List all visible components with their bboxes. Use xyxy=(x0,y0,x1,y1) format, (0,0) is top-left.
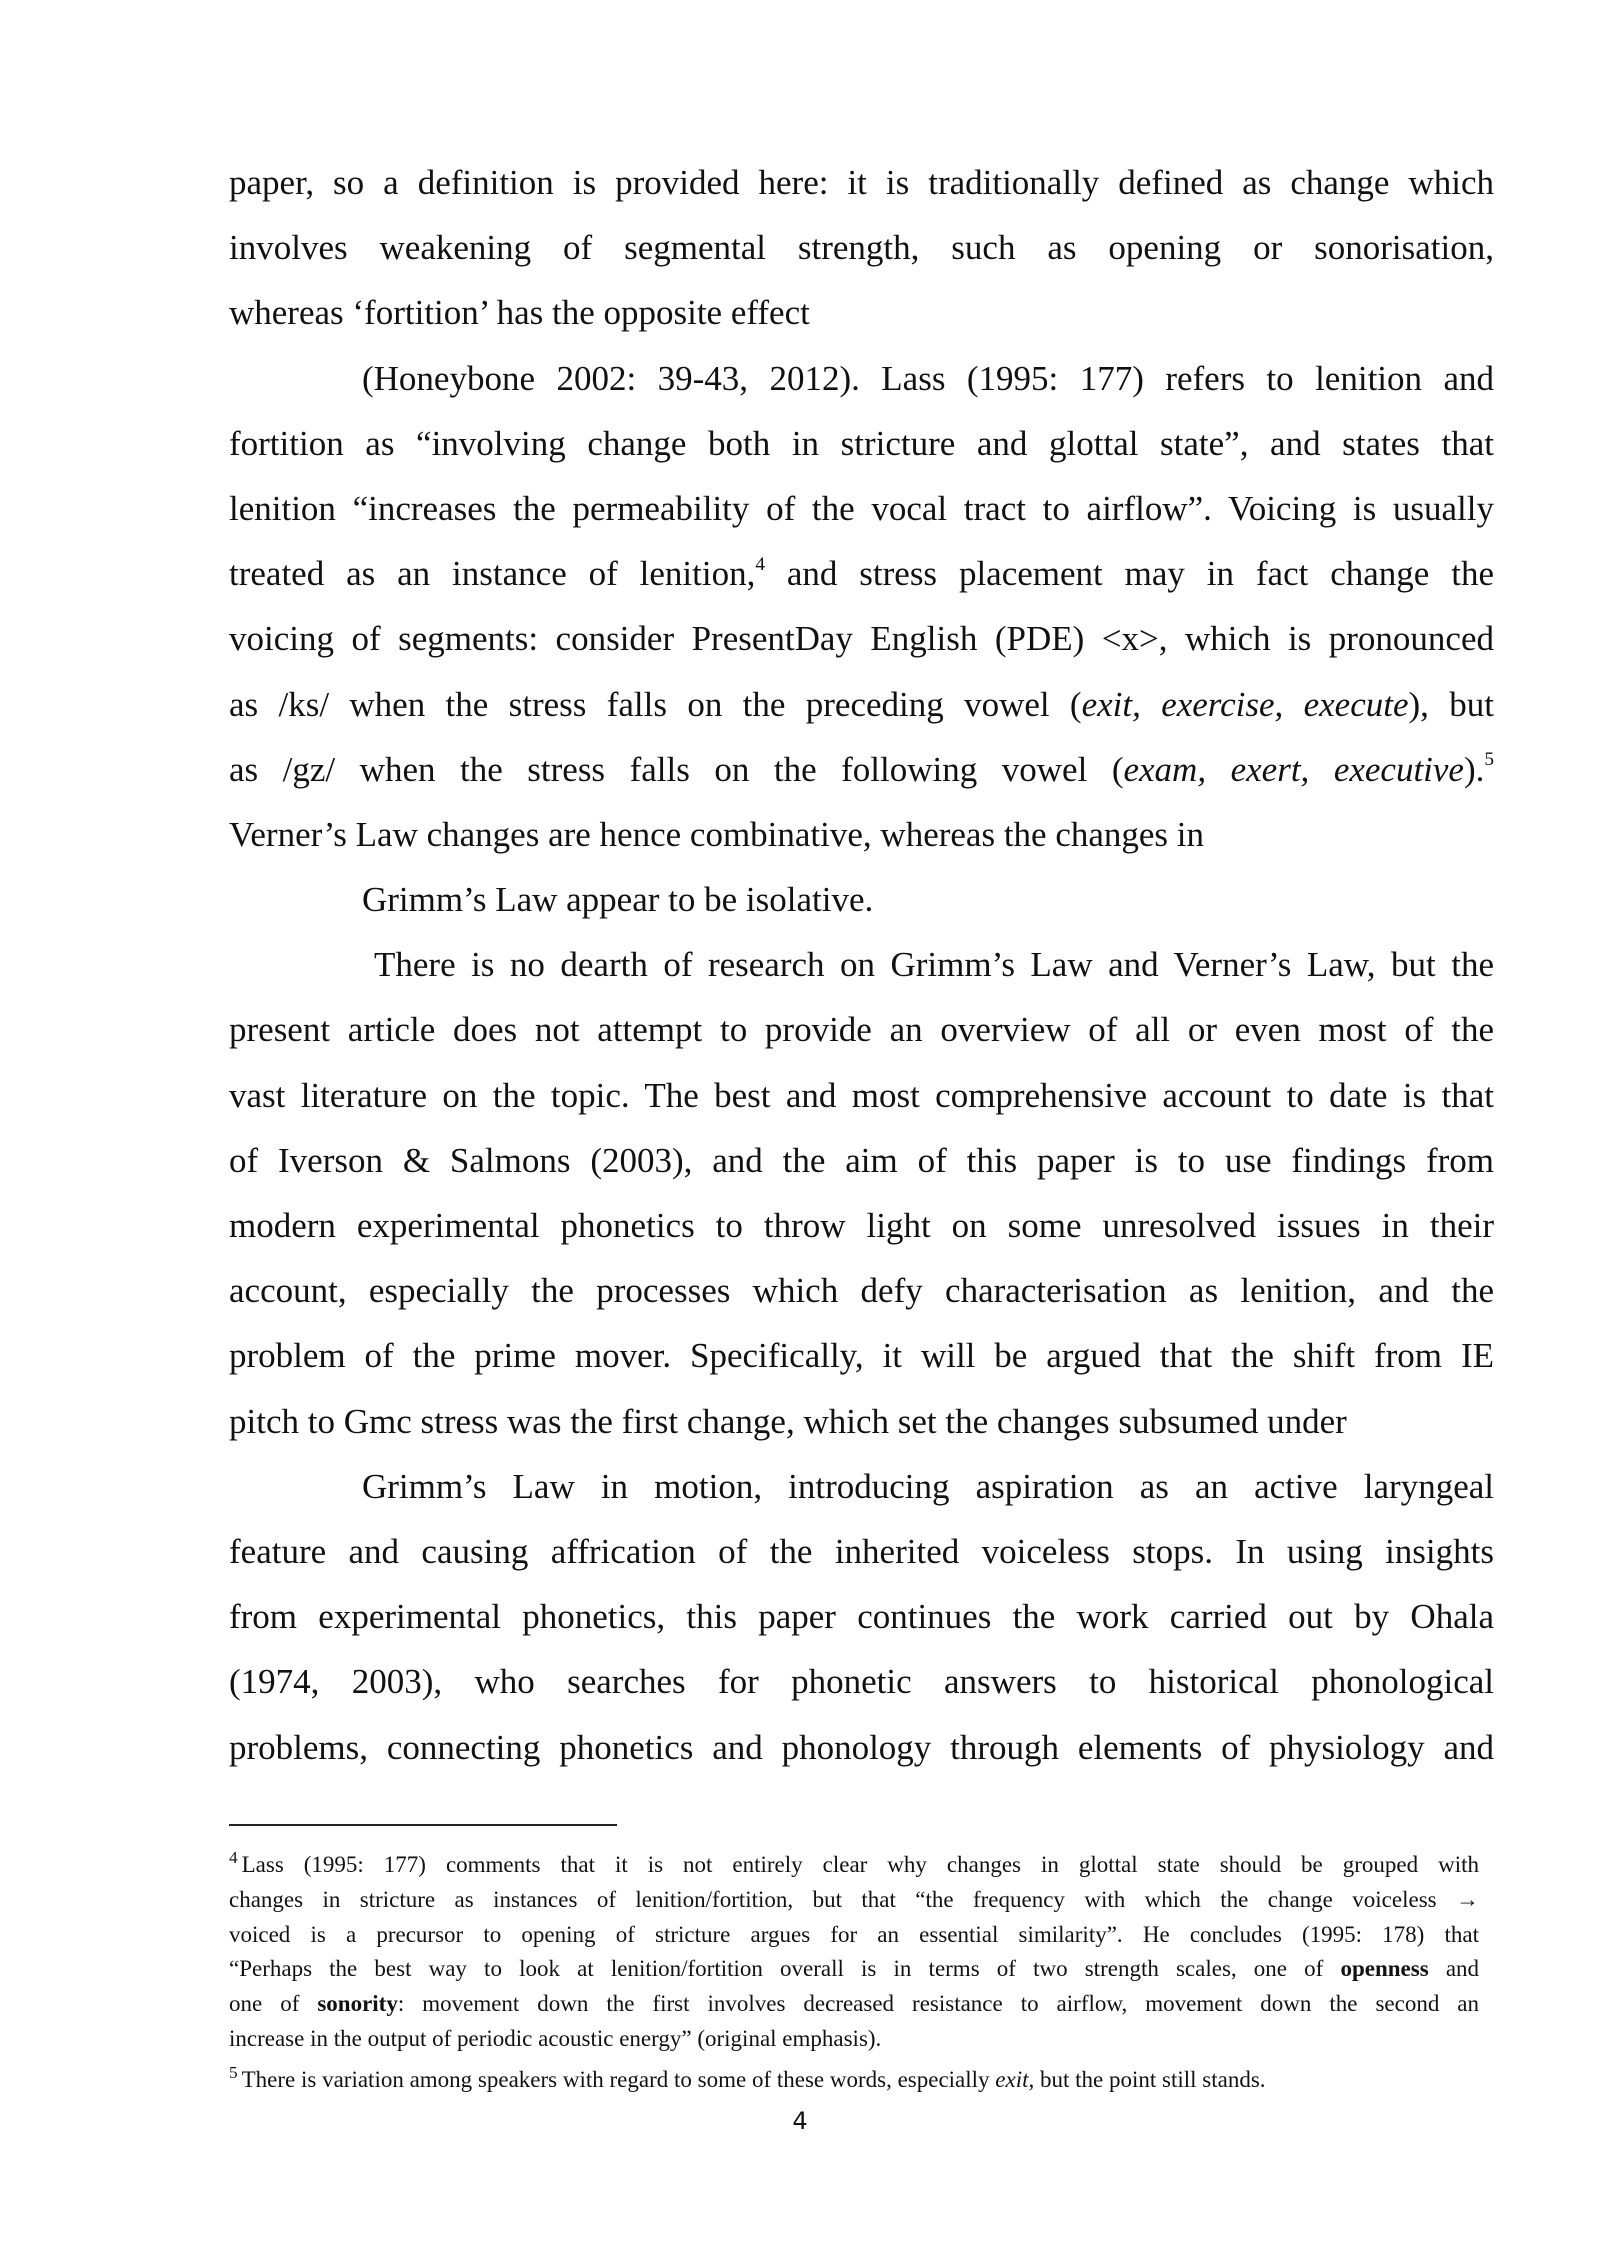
footnote-4 xyxy=(229,1848,1479,2057)
text-segment: as /ks/ when the stress falls on the preceding vowel ( xyxy=(229,684,1082,724)
body-line: whereas ‘fortition’ has the opposite effect xyxy=(229,293,810,333)
bold-term: sonority xyxy=(317,1991,398,2017)
bold-term: openness xyxy=(1340,1956,1429,1982)
text-segment: There is variation among speakers with regard to some of these words, especially xyxy=(241,2066,990,2092)
footnote-number: 5 xyxy=(229,2063,238,2083)
body-line: Grimm’s Law appear to be isolative. xyxy=(362,880,874,920)
footnote-line: changes in stricture as instances of lenition/fortition, but that “the frequency with which the change voiceless → xyxy=(229,1886,1479,1912)
text-segment: as /gz/ when the stress falls on the following vowel ( xyxy=(229,749,1124,789)
text-segment: “Perhaps the best way to look at lenition/fortition overall is in terms of two strength scales, one of xyxy=(229,1956,1324,1982)
footnote-divider xyxy=(229,1824,617,1826)
body-text xyxy=(229,150,1494,1780)
body-line xyxy=(229,541,1494,606)
body-line: (1974, 2003), who searches for phonetic answers to historical phonological xyxy=(229,1662,1494,1702)
italic-examples: exam, exert, executive xyxy=(1123,749,1464,789)
body-line: problem of the prime mover. Specifically, it will be argued that the shift from IE xyxy=(229,1336,1494,1376)
text-segment: Lass (1995: 177) comments that it is not entirely clear why changes in glottal state should be grouped with xyxy=(241,1852,1479,1877)
body-line: pitch to Gmc stress was the first change, which set the changes subsumed under xyxy=(229,1401,1347,1441)
text-segment: and stress placement may in fact change the xyxy=(786,554,1494,594)
footnote-ref-5[interactable]: 5 xyxy=(1484,749,1495,771)
body-line: feature and causing affrication of the inherited voiceless stops. In using insights xyxy=(229,1531,1494,1571)
body-line: account, especially the processes which defy characterisation as lenition, and the xyxy=(229,1271,1494,1311)
text-segment: , but the point still stands. xyxy=(1028,2066,1266,2092)
body-line: fortition as “involving change both in stricture and glottal state”, and states that xyxy=(229,423,1494,463)
body-line: problems, connecting phonetics and phonology through elements of physiology and xyxy=(229,1727,1494,1767)
footnote-5 xyxy=(229,2063,1479,2098)
body-line: There is no dearth of research on Grimm’s Law and Verner’s Law, but the xyxy=(374,945,1494,985)
text-segment: ). xyxy=(1463,749,1485,789)
body-line: lenition “increases the permeability of the vocal tract to airflow”. Voicing is usually xyxy=(229,488,1494,528)
body-line: vast literature on the topic. The best and most comprehensive account to date is that xyxy=(229,1075,1494,1115)
body-line xyxy=(229,737,1494,802)
italic-examples: exit, exercise, execute xyxy=(1081,684,1409,724)
text-segment: and xyxy=(1445,1956,1480,1982)
body-line: paper, so a definition is provided here: it is traditionally defined as change which xyxy=(229,163,1494,202)
body-line: of Iverson & Salmons (2003), and the aim of this paper is to use findings from xyxy=(229,1140,1494,1180)
text-segment: : movement down the first involves decreased resistance to airflow, movement down the second an xyxy=(397,1991,1480,2017)
footnote-line: voiced is a precursor to opening of stricture argues for an essential similarity”. He concludes (1995: 178) that xyxy=(229,1921,1479,1947)
body-line: modern experimental phonetics to throw light on some unresolved issues in their xyxy=(229,1206,1494,1245)
text-segment: one of xyxy=(229,1991,300,2017)
body-line: Grimm’s Law in motion, introducing aspiration as an active laryngeal xyxy=(362,1466,1494,1506)
footnote-line xyxy=(229,1987,1479,2022)
body-line: voicing of segments: consider PresentDay English (PDE) <x>, which is pronounced xyxy=(229,619,1494,659)
text-segment: ), but xyxy=(1408,684,1494,724)
footnote-line: increase in the output of periodic acoustic energy” (original emphasis). xyxy=(229,2025,882,2051)
body-line: involves weakening of segmental strength, such as opening or sonorisation, xyxy=(229,228,1494,268)
footnotes xyxy=(229,1848,1479,2098)
footnote-line xyxy=(229,1848,1479,1883)
body-line: (Honeybone 2002: 39-43, 2012). Lass (1995: 177) refers to lenition and xyxy=(362,358,1494,398)
footnote-line xyxy=(229,2063,1479,2098)
page-number: 4 xyxy=(792,2107,808,2135)
body-line xyxy=(229,672,1494,737)
footnote-number: 4 xyxy=(229,1848,238,1868)
italic-term: exit xyxy=(995,2066,1029,2092)
footnote-ref-4[interactable]: 4 xyxy=(755,553,765,575)
text-segment: treated as an instance of lenition, xyxy=(229,554,756,594)
footnote-line xyxy=(229,1952,1479,1987)
body-line: Verner’s Law changes are hence combinative, whereas the changes in xyxy=(229,814,1205,854)
body-line: present article does not attempt to provide an overview of all or even most of the xyxy=(229,1010,1494,1050)
body-line: from experimental phonetics, this paper continues the work carried out by Ohala xyxy=(229,1597,1494,1637)
